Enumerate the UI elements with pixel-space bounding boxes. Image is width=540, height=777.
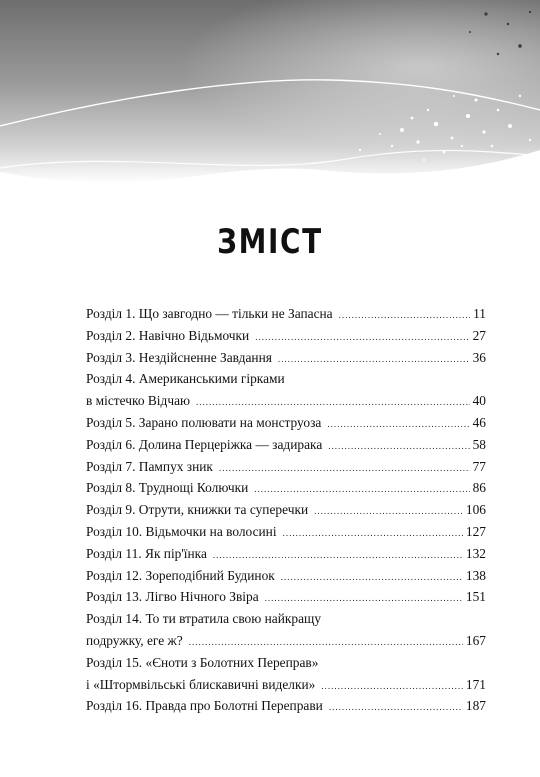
dot-leader (265, 588, 463, 610)
toc-line (86, 434, 486, 456)
toc-page-number: 46 (472, 414, 486, 430)
toc-entry (86, 586, 486, 608)
dot-leader (254, 479, 469, 501)
toc-entry-title: Розділ 4. Американськими гірками (86, 371, 285, 387)
toc-line (86, 347, 486, 369)
toc-entry (86, 325, 486, 347)
toc-entry-title: і «Штормвільські блискавичні виделки» (86, 676, 316, 692)
dot-leader (321, 676, 463, 698)
toc-line (86, 303, 486, 325)
toc-line (86, 368, 486, 390)
toc-entry-title: Розділ 1. Що завгодно — тільки не Запасна (86, 306, 333, 321)
toc-entry (86, 695, 486, 717)
toc-page-number: 171 (465, 676, 486, 692)
dot-leader (314, 501, 463, 523)
toc-entry (86, 477, 486, 499)
page-title: ЗМІСТ (217, 222, 323, 262)
toc-line (86, 652, 486, 674)
toc-entry-title: Розділ 8. Труднощі Колючки (86, 480, 249, 496)
toc-entry-title: в містечко Відчаю (86, 393, 191, 409)
toc-page-number: 132 (465, 545, 486, 561)
toc-line (86, 608, 486, 630)
toc-page-number: 36 (472, 349, 486, 365)
toc-line (86, 390, 486, 412)
toc-page-number: 106 (465, 502, 486, 518)
toc-line (86, 412, 486, 434)
toc-page-number: 11 (473, 306, 486, 321)
toc-entry-title: Розділ 14. То ти втратила свою найкращу (86, 611, 322, 627)
toc-entry (86, 303, 486, 325)
toc-page-number: 127 (465, 523, 486, 539)
toc-entry (86, 608, 486, 652)
toc-line (86, 456, 486, 478)
toc-line (86, 325, 486, 347)
toc-line (86, 586, 486, 608)
toc-entry (86, 543, 486, 565)
dot-leader (189, 632, 463, 654)
toc-entry (86, 565, 486, 587)
toc-entry (86, 434, 486, 456)
toc-line (86, 630, 486, 652)
dot-leader (281, 567, 463, 589)
toc-page-number: 187 (465, 698, 486, 714)
dot-leader (278, 349, 470, 371)
toc-entry (86, 652, 486, 696)
dot-leader (255, 327, 469, 349)
toc-page-number: 58 (472, 436, 486, 452)
dot-leader (339, 305, 470, 327)
toc-page-number: 40 (472, 393, 486, 409)
toc-entry-title: Розділ 16. Правда про Болотні Переправи (86, 698, 323, 714)
toc-line (86, 674, 486, 696)
toc-entry-title: подружку, еге ж? (86, 632, 183, 648)
dot-leader (196, 392, 470, 414)
toc-entry-title: Розділ 5. Зарано полювати на монструоза (86, 414, 322, 430)
toc-entry (86, 499, 486, 521)
toc-entry-title: Розділ 10. Відьмочки на волосині (86, 523, 277, 539)
toc-entry-title: Розділ 15. «Єноти з Болотних Переправ» (86, 654, 319, 670)
toc-page-number: 27 (472, 327, 486, 343)
toc-entry-title: Розділ 9. Отрути, книжки та суперечки (86, 502, 309, 518)
toc-line (86, 543, 486, 565)
toc-entry (86, 521, 486, 543)
dot-leader (213, 545, 463, 567)
toc-entry-title: Розділ 12. Зореподібний Будинок (86, 567, 275, 583)
toc-entry (86, 368, 486, 412)
toc-page-number: 77 (472, 458, 486, 474)
header-illustration (0, 0, 540, 200)
dot-leader (329, 697, 463, 719)
toc-line (86, 695, 486, 717)
dot-leader (283, 523, 463, 545)
toc-entry (86, 347, 486, 369)
toc-entry-title: Розділ 11. Як пір'їнка (86, 545, 207, 561)
toc-line (86, 477, 486, 499)
toc-entry (86, 412, 486, 434)
dot-leader (327, 414, 469, 436)
dot-leader (328, 436, 469, 458)
table-of-contents (86, 303, 486, 717)
toc-entry-title: Розділ 3. Нездійсненне Завдання (86, 349, 272, 365)
toc-page-number: 167 (465, 632, 486, 648)
toc-page-number: 151 (465, 589, 486, 605)
dot-leader (219, 458, 470, 480)
toc-entry-title: Розділ 6. Долина Перцеріжка — задирака (86, 436, 323, 452)
toc-entry-title: Розділ 7. Пампух зник (86, 458, 213, 474)
toc-page-number: 86 (472, 480, 486, 496)
toc-entry-title: Розділ 2. Навічно Відьмочки (86, 327, 250, 343)
toc-line (86, 499, 486, 521)
toc-line (86, 521, 486, 543)
toc-line (86, 565, 486, 587)
toc-entry-title: Розділ 13. Лігво Нічного Звіра (86, 589, 259, 605)
toc-entry (86, 456, 486, 478)
toc-page-number: 138 (465, 567, 486, 583)
